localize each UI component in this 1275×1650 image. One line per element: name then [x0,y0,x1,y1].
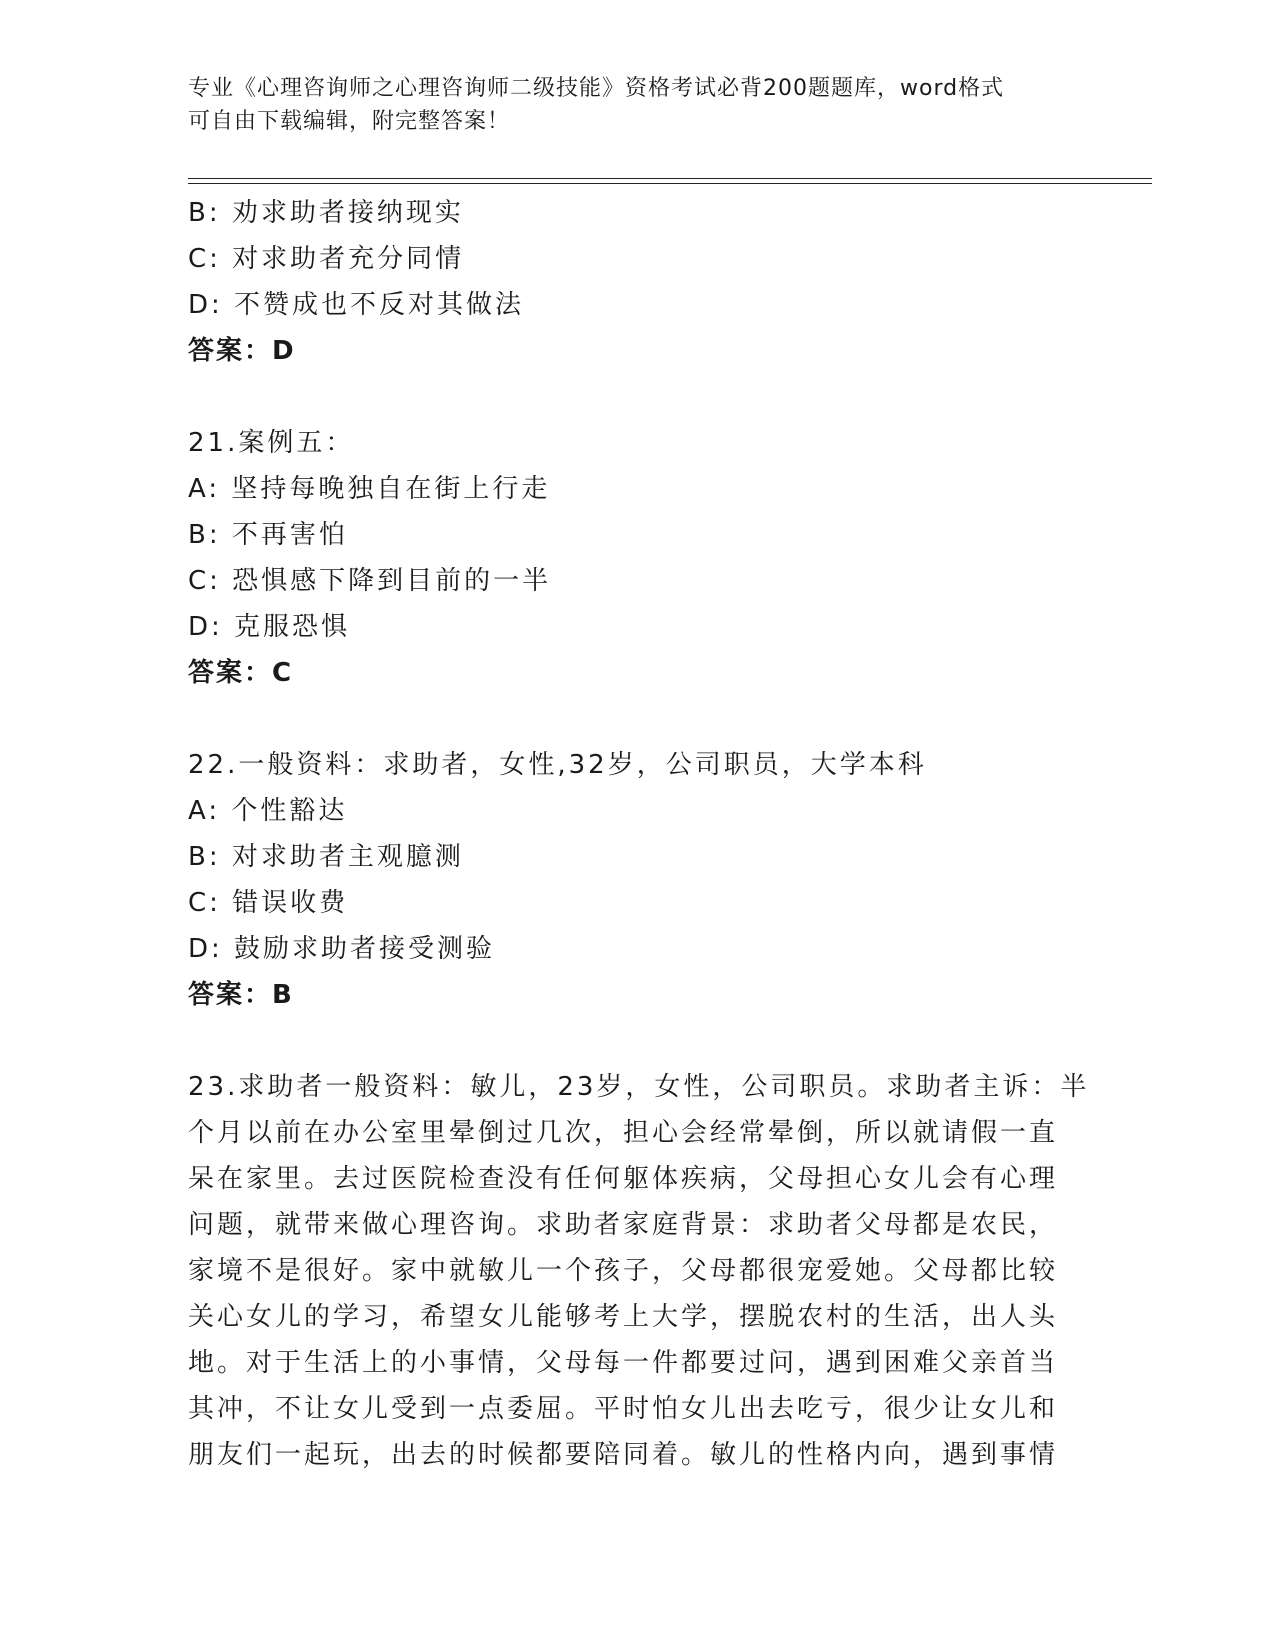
question-stem-line: 呆在家里。去过医院检查没有任何躯体疾病，父母担心女儿会有心理 [188,1164,1059,1194]
document-body [188,190,1088,1478]
option-a: A: 个性豁达 [188,796,348,826]
spacer [188,696,1088,742]
spacer [188,1018,1088,1064]
header-line-2: 可自由下载编辑，附完整答案！ [188,109,511,134]
question-23 [188,1064,1088,1478]
answer: 答案：D [188,336,296,366]
option-b: B: 不再害怕 [188,520,348,550]
question-21 [188,420,1088,696]
option-d: D: 鼓励求助者接受测验 [188,934,496,964]
header-divider-bottom [188,183,1152,184]
question-stem-line: 问题，就带来做心理咨询。求助者家庭背景：求助者父母都是农民， [188,1210,1059,1240]
spacer [188,374,1088,420]
question-22 [188,742,1088,1018]
answer: 答案：B [188,980,294,1010]
option-a: A: 坚持每晚独自在街上行走 [188,474,551,504]
answer: 答案：C [188,658,294,688]
option-c: C: 对求助者充分同情 [188,244,465,274]
document-header [188,72,1068,138]
question-stem-line: 其冲，不让女儿受到一点委屈。平时怕女儿出去吃亏，很少让女儿和 [188,1394,1059,1424]
option-c: C: 错误收费 [188,888,349,918]
option-c: C: 恐惧感下降到目前的一半 [188,566,552,596]
question-stem-line: 地。对于生活上的小事情，父母每一件都要过问，遇到困难父亲首当 [188,1348,1059,1378]
question-stem: 22.一般资料：求助者，女性,32岁，公司职员，大学本科 [188,750,927,780]
option-d: D: 不赞成也不反对其做法 [188,290,525,320]
question-stem-line: 家境不是很好。家中就敏儿一个孩子，父母都很宠爱她。父母都比较 [188,1256,1059,1286]
header-divider-top [188,178,1152,179]
question-stem: 21.案例五： [188,428,355,458]
option-b: B: 劝求助者接纳现实 [188,198,464,228]
option-d: D: 克服恐惧 [188,612,351,642]
question-stem-line: 23.求助者一般资料：敏儿，23岁，女性，公司职员。求助者主诉：半 [188,1072,1090,1102]
question-stem-line: 朋友们一起玩，出去的时候都要陪同着。敏儿的性格内向，遇到事情 [188,1440,1059,1470]
question-stem-line: 关心女儿的学习，希望女儿能够考上大学，摆脱农村的生活，出人头 [188,1302,1059,1332]
header-line-1: 专业《心理咨询师之心理咨询师二级技能》资格考试必背200题题库，word格式 [188,76,1005,101]
question-20-tail [188,190,1088,374]
question-stem-line: 个月以前在办公室里晕倒过几次，担心会经常晕倒，所以就请假一直 [188,1118,1059,1148]
option-b: B: 对求助者主观臆测 [188,842,464,872]
